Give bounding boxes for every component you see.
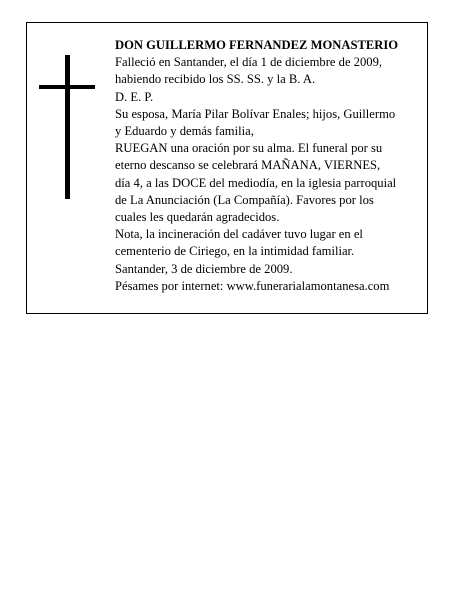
text-line: Falleció en Santander, el día 1 de diciembre de 2009,: [115, 55, 383, 70]
deceased-name: DON GUILLERMO FERNANDEZ MONASTERIO: [115, 38, 399, 52]
text-line: habiendo recibido los SS. SS. y la B. A.: [115, 72, 316, 87]
text-line: Nota, la incineración del cadáver tuvo lugar en el: [115, 227, 363, 242]
text-line: RUEGAN una oración por su alma. El funeral por su: [115, 141, 383, 156]
text-line: Su esposa, María Pilar Bolívar Enales; hijos, Guillermo: [115, 106, 396, 121]
text-line: eterno descanso se celebrará MAÑANA, VIERNES,: [115, 158, 381, 173]
cross-horizontal-bar: [39, 85, 95, 89]
obituary-text: [115, 37, 427, 295]
cross-icon: [39, 55, 95, 199]
text-line: Santander, 3 de diciembre de 2009.: [115, 261, 293, 276]
text-line: de La Anunciación (La Compañía). Favores por los: [115, 192, 374, 207]
text-line: y Eduardo y demás familia,: [115, 124, 254, 139]
obituary-notice: [26, 22, 428, 314]
text-line: D. E. P.: [115, 89, 154, 104]
website-line: Pésames por internet: www.funerarialamontanesa.com: [115, 278, 390, 293]
cross-vertical-bar: [65, 55, 70, 199]
text-line: cuales les quedarán agradecidos.: [115, 210, 280, 225]
text-line: día 4, a las DOCE del mediodía, en la iglesia parroquial: [115, 175, 397, 190]
text-line: cementerio de Ciriego, en la intimidad familiar.: [115, 244, 355, 259]
